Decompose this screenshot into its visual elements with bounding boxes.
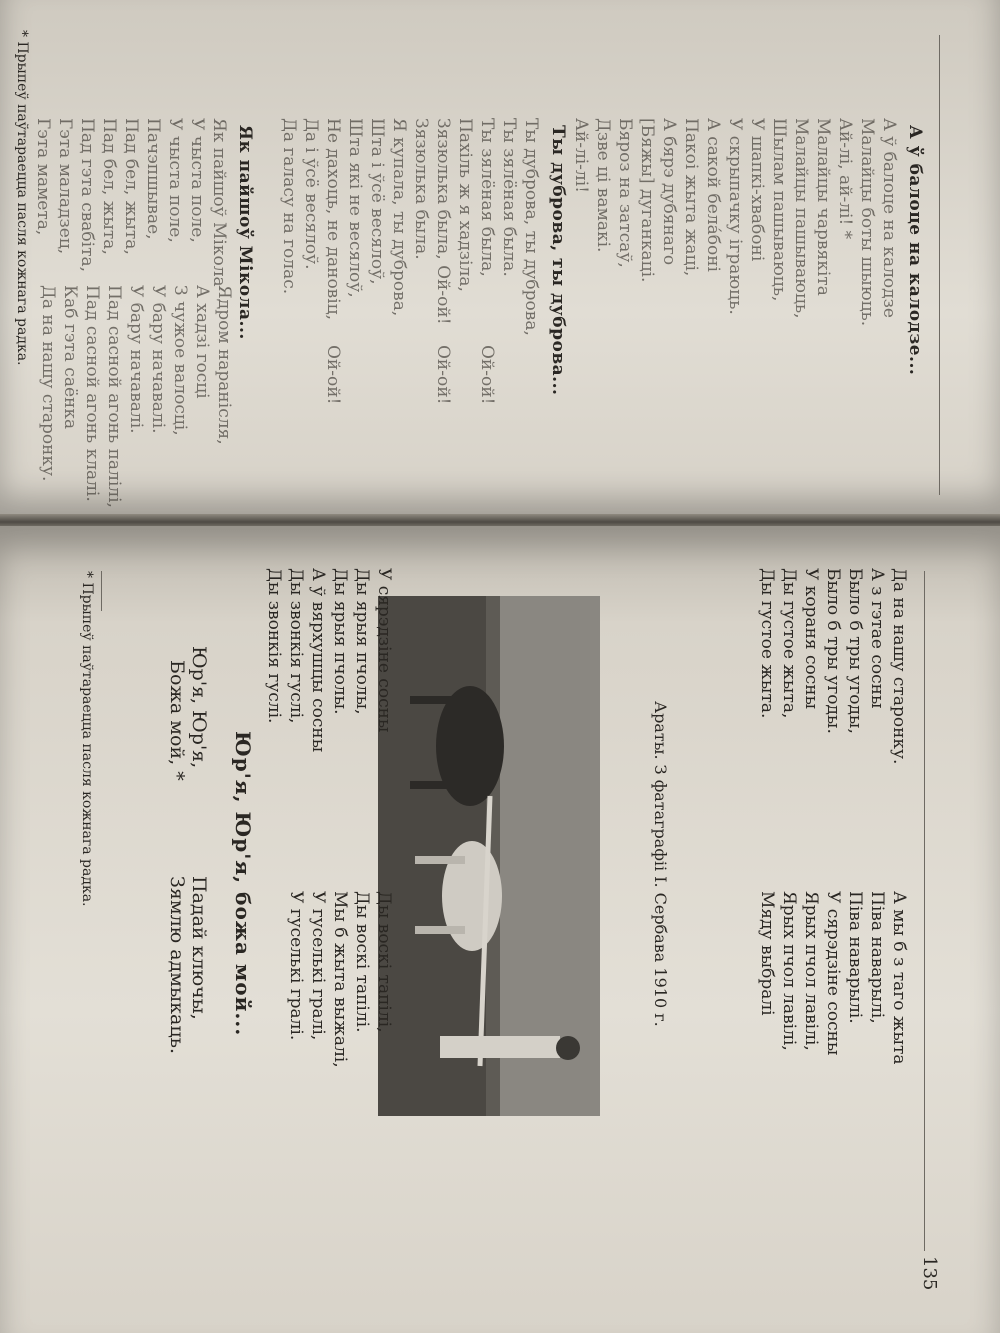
photo-caption: Араты. З фатаграфіі І. Сербава 1910 г. [651,701,670,1027]
verse-line: Да галасу на голас. [279,118,299,295]
verse-line: Было б тры угоды. [823,568,843,734]
verse-line [520,345,542,404]
top-rule [939,35,940,495]
song-continued-right [756,891,910,1065]
verse-line: [Бяжы] дуганкаці. [637,118,657,283]
verse-line: А сакой бела́боні [703,118,723,272]
verse-line: А ў балоце на калодзе [879,118,899,318]
verse-line: А ў вярхушцы сосны [308,568,328,753]
song2-title: Ты дуброва, ты дуброва... [548,125,568,396]
song4-left [263,568,395,752]
verse-line: Юр'я, Юр'я, [188,646,210,769]
verse-line: А хадзі госці [192,285,212,399]
song5-title: Юр'я, Юр'я, божа мой... [231,731,255,1037]
verse-line: Ярых пчол лавілі, [779,891,799,1051]
verse-line: А мы б з таго жыта [889,891,909,1065]
ploughmen-photo [378,596,600,1116]
song5-right [166,876,210,1054]
verse-line: Каб гэта саёнка [60,285,80,430]
verse-line: Не дахоць, не дановіц, [323,118,343,321]
verse-line: Ой-ой! [323,345,343,405]
verse-line: Дзве ці вамакі. [593,118,613,253]
verse-line: Да на нашу старонку. [889,568,909,765]
verse-line: Ай-лі, ай-лі! * [835,118,855,240]
verse-line: Бяроз на затсаў, [615,118,635,268]
verse-line: Да і ўсё весялоў. [301,118,321,270]
verse-line: Ой-ой! [477,345,497,405]
song1-title: А ў балоце на калодзе... [905,125,925,376]
verse-line: Ды ярыя пчолы. [330,568,350,715]
verse-line: У чыста поле, [165,118,185,243]
verse-line: Пахіль ж я хадзіла, [455,118,475,292]
verse-line: Малайцы чарвякіта [813,118,833,296]
verse-line: Пад бел, жыта, [99,118,119,255]
footnote-rule [101,571,102,611]
verse-line: У бару начавалі. [126,285,146,434]
verse-line: У гуселькі гралі, [308,891,328,1041]
verse-line: Малайцы пашываюць, [791,118,811,319]
verse-line: Ты зялёная была, [477,118,497,277]
verse-line: Ды густое жыта, [779,568,799,719]
verse-line: Я купала, ты дуброва, [389,118,409,317]
verse-line: А бярэ дубянаго [659,118,679,266]
song-continued-left [756,568,910,764]
verse-line: Зямлю адмыкаць. [166,876,188,1054]
song3-lines-right [37,285,235,508]
verse-line: Ды густое жыта. [757,568,777,719]
verse-line: Пад сасной агонь клалі. [82,285,102,502]
verse-line: У кораня сосны [801,568,821,710]
verse-line: У чыста поле, [187,118,207,243]
verse-line: У сярэдзіне сосны [374,568,394,733]
verse-line: Пад гэта свабіта, [77,118,97,273]
verse-line: Гэта маладзец, [55,118,75,255]
verse-line: Шта які не весялоў, [345,118,365,298]
verse-line: Як пайшоў Мікола [209,118,229,287]
verse-line: Падай ключы, [188,876,210,1020]
song1-lines [570,118,900,326]
verse-line: Божа мой, * [166,660,188,781]
verse-line [498,345,520,404]
verse-line: Пад сасной агонь палілі, [104,285,124,508]
verse-line: Ярых пчол лавілі, [801,891,821,1051]
verse-line: Малайцы боты шыюць. [857,118,877,327]
right-footnote: * Прыпеў паўтараецца пасля кожнага радка. [79,571,95,907]
left-page [0,0,1000,520]
verse-line: Мяду выбралі [757,891,777,1016]
verse-line: Ай-лі-лі! [571,118,591,193]
right-page [0,526,1000,1333]
left-footnote: * Прыпеў паўтараецца пасля кожнага радка. [14,30,30,366]
verse-line: Ды звонкія гуслі, [286,568,306,724]
verse-line: Да на нашу старонку. [38,285,58,482]
verse-line [388,345,410,404]
verse-line: Шылам пашываюць, [769,118,789,302]
verse-line [344,345,366,404]
verse-line: Піва наварылі, [867,891,887,1024]
verse-line: Пачэпшывае, [143,118,163,240]
top-rule [924,571,925,1251]
verse-line: Ды звонкія гуслі. [264,568,284,724]
verse-line: У сярэдзіне сосны [823,891,843,1056]
verse-line: Шта і ўсё весялоў, [367,118,387,285]
verse-line: А з гэтае сосны [867,568,887,709]
verse-line [410,345,432,404]
verse-line [454,345,476,404]
verse-line: У гуселькі гралі. [286,891,306,1041]
verse-line: У скрыпачку іграюць. [725,118,745,315]
verse-line: Мы б жыта выжалі, [330,891,350,1068]
verse-line: Ядром наранісля, [214,285,234,445]
song5-left [166,646,210,781]
verse-line: Ды воскі тапілі, [374,891,394,1033]
ploughmen-photo-image [378,596,600,1116]
verse-line: Зязюлька была. [411,118,431,260]
song2-lines [278,118,542,336]
verse-line [366,345,388,404]
verse-line: Пакоі жыта жаці, [681,118,701,277]
verse-line: Было б тры угоды, [845,568,865,734]
verse-line: У шапкі-хвабоні [747,118,767,262]
verse-line: Ой-ой! [433,345,453,405]
verse-line: Ты дуброва, ты дуброва, [521,118,541,336]
verse-line: Гэта мамета, [33,118,53,236]
page-number: 135 [919,1256,940,1291]
song2-refrains [322,345,542,404]
song3-title: Як пайшоў Мікола... [235,125,255,340]
verse-line: У бару начавалі. [148,285,168,434]
verse-line: Ды воскі тапілі. [352,891,372,1033]
verse-line: Піва наварылі. [845,891,865,1024]
verse-line: Ды ярыя пчолы, [352,568,372,715]
verse-line: Пад бел, жыта, [121,118,141,255]
verse-line: Зязюлька была, Ой-ой! [433,118,453,325]
verse-line: З чужое валосці, [170,285,190,436]
verse-line: Ты зялёная была. [499,118,519,277]
song3-lines-left [32,118,230,287]
song4-right [285,891,395,1068]
